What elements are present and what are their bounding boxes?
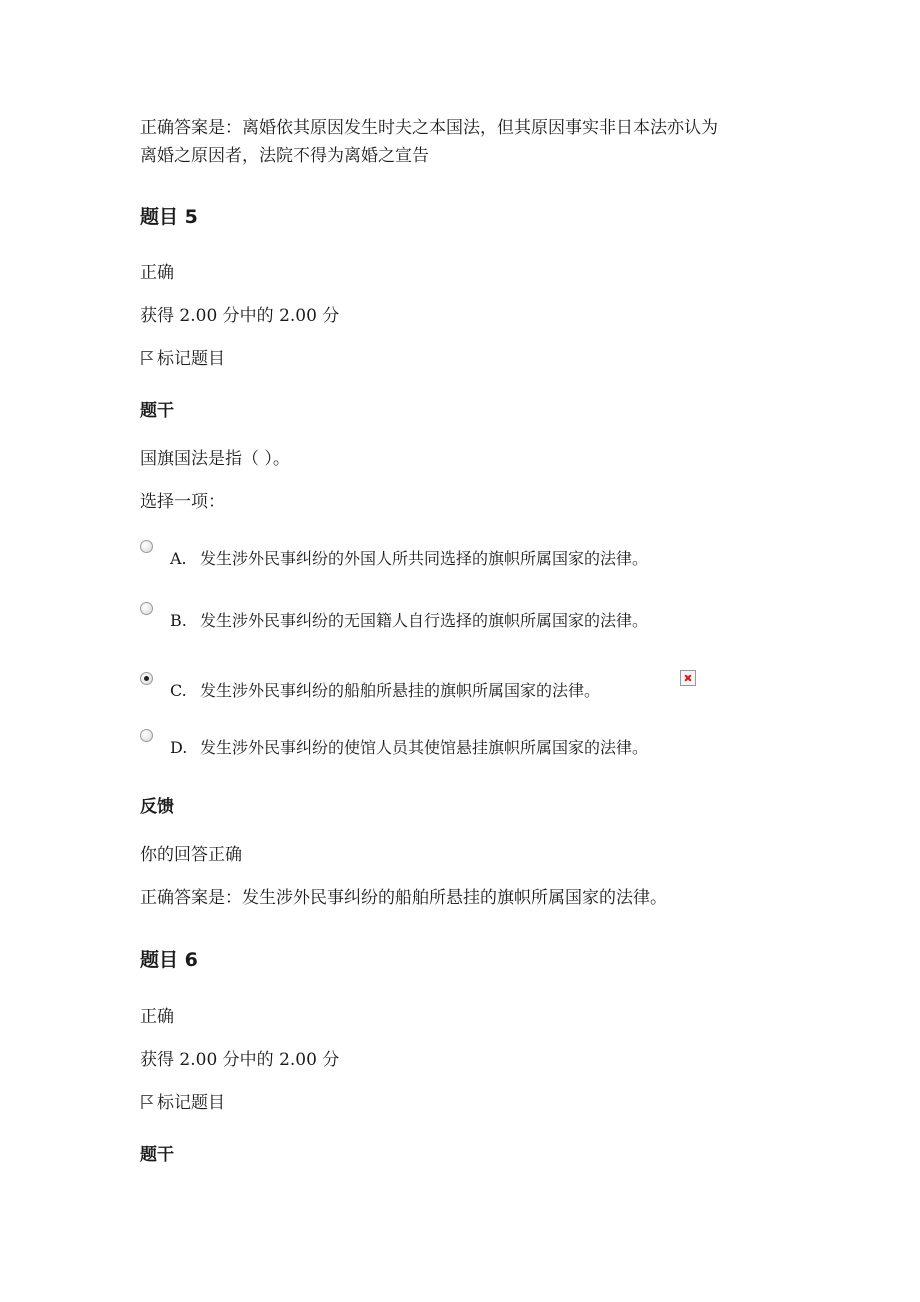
flag-question-label: 标记题目 xyxy=(157,1093,225,1113)
question-6-title: 题目 6 xyxy=(140,949,198,971)
question-5-score: 获得 2.00 分中的 2.00 分 xyxy=(140,306,340,326)
option-b-radio[interactable] xyxy=(140,602,153,615)
question-6-flag-link[interactable] xyxy=(140,1089,225,1117)
option-a-text: 发生涉外民事纠纷的外国人所共同选择的旗帜所属国家的法律。 xyxy=(200,549,649,568)
option-c-letter: C. xyxy=(170,681,187,700)
option-d-letter: D. xyxy=(170,738,188,757)
option-c-text: 发生涉外民事纠纷的船舶所悬挂的旗帜所属国家的法律。 xyxy=(200,681,601,700)
question-6-status: 正确 xyxy=(140,1007,174,1027)
question-5-status: 正确 xyxy=(140,263,174,283)
question-5-title: 题目 5 xyxy=(140,206,198,228)
broken-image-icon xyxy=(680,670,696,686)
question-5-stem: 国旗国法是指（ ）。 xyxy=(140,449,290,469)
flag-question-label: 标记题目 xyxy=(157,349,225,369)
question-5-prompt: 选择一项： xyxy=(140,492,225,512)
flag-icon xyxy=(140,1094,154,1110)
question-5-correct-answer: 正确答案是：发生涉外民事纠纷的船舶所悬挂的旗帜所属国家的法律。 xyxy=(140,888,667,908)
question-5-feedback-heading: 反馈 xyxy=(140,797,174,817)
question-6-stem-heading: 题干 xyxy=(140,1145,174,1165)
question-5-flag-link[interactable] xyxy=(140,345,225,373)
question-6-score: 获得 2.00 分中的 2.00 分 xyxy=(140,1050,340,1070)
option-c-radio[interactable] xyxy=(140,672,153,685)
question-5-stem-heading: 题干 xyxy=(140,401,174,421)
option-b-text: 发生涉外民事纠纷的无国籍人自行选择的旗帜所属国家的法律。 xyxy=(200,611,649,630)
question-5-feedback: 你的回答正确 xyxy=(140,845,242,865)
option-a-radio[interactable] xyxy=(140,540,153,553)
option-d-radio[interactable] xyxy=(140,729,153,742)
previous-correct-answer-line1: 正确答案是：离婚依其原因发生时夫之本国法，但其原因事实非日本法亦认为 xyxy=(140,118,718,138)
flag-icon xyxy=(140,350,154,366)
option-a-letter: A. xyxy=(170,549,187,568)
option-b-letter: B. xyxy=(170,611,187,630)
option-d-text: 发生涉外民事纠纷的使馆人员其使馆悬挂旗帜所属国家的法律。 xyxy=(200,738,649,757)
previous-correct-answer-line2: 离婚之原因者，法院不得为离婚之宣告 xyxy=(140,146,429,166)
